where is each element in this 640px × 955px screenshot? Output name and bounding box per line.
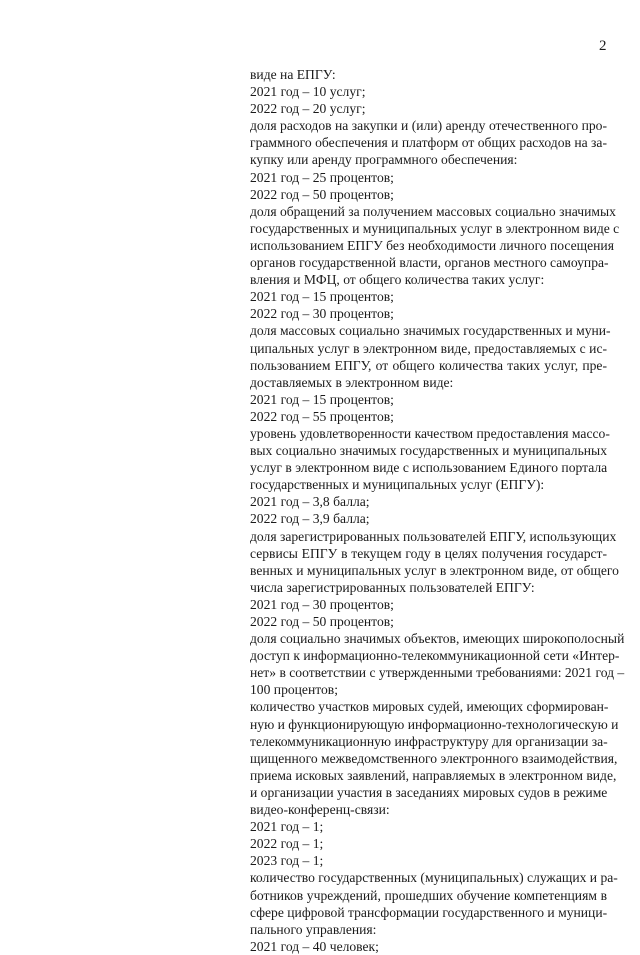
- text-line: уровень удовлетворенности качеством предоставления массо-: [250, 425, 610, 441]
- text-line: 100 процентов;: [250, 682, 338, 698]
- text-line: щищенного межведомственного электронного взаимодействия,: [250, 750, 618, 766]
- text-line: 2021 год – 25 процентов;: [250, 169, 394, 185]
- text-line: приема исковых заявлений, направляемых в электронном виде,: [250, 767, 617, 783]
- text-line: венных и муниципальных услуг в электронном виде, от общего: [250, 562, 619, 578]
- text-line: услуг в электронном виде с использованием Единого портала: [250, 460, 608, 476]
- text-line: 2022 год – 55 процентов;: [250, 408, 394, 424]
- text-line: 2022 год – 1;: [250, 836, 324, 852]
- text-line: виде на ЕПГУ:: [250, 67, 336, 82]
- text-line: сфере цифровой трансформации государственного и муници-: [250, 904, 608, 920]
- text-line: доля зарегистрированных пользователей ЕПГУ, использующих: [250, 528, 617, 544]
- text-line: купку или аренду программного обеспечения:: [250, 152, 518, 168]
- text-line: 2021 год – 15 процентов;: [250, 289, 394, 305]
- text-line: 2022 год – 50 процентов;: [250, 614, 394, 629]
- text-line: доля расходов на закупки и (или) аренду отечественного про-: [250, 118, 607, 134]
- text-line: числа зарегистрированных пользователей ЕПГУ:: [250, 579, 535, 595]
- text-line: органов государственной власти, органов местного самоупра-: [250, 255, 609, 271]
- text-line: граммного обеспечения и платформ от общих расходов на за-: [250, 135, 607, 151]
- text-line: 2021 год – 15 процентов;: [250, 391, 394, 407]
- text-line: использованием ЕПГУ без необходимости личного посещения: [250, 237, 614, 253]
- document-body: [250, 66, 625, 955]
- text-line: 2021 год – 3,8 балла;: [250, 494, 370, 510]
- text-line: доля обращений за получением массовых социально значимых: [250, 203, 616, 219]
- text-line: и организации участия в заседаниях мировых судов в режиме: [250, 784, 608, 800]
- text-line: количество участков мировых судей, имеющих сформирован-: [250, 699, 609, 715]
- text-line: ную и функционирующую информационно-технологическую и: [250, 716, 619, 732]
- text-line: 2022 год – 50 процентов;: [250, 186, 394, 202]
- page-number: 2: [599, 38, 607, 54]
- text-line: сервисы ЕПГУ в текущем году в целях получения государст-: [250, 545, 607, 561]
- text-line: государственных и муниципальных услуг в электронном виде с: [250, 220, 620, 236]
- text-line: пального управления:: [250, 921, 377, 937]
- text-line: нет» в соответствии с утвержденными требованиями: 2021 год –: [250, 665, 625, 681]
- text-line: ципальных услуг в электронном виде, предоставляемых с ис-: [250, 340, 607, 356]
- text-line: доставляемых в электронном виде:: [250, 374, 454, 390]
- text-line: 2021 год – 1;: [250, 819, 324, 835]
- text-line: 2022 год – 3,9 балла;: [250, 511, 370, 527]
- text-line: видео-конференц-связи:: [250, 802, 390, 818]
- text-line: вых социально значимых государственных и муниципальных: [250, 443, 607, 459]
- text-line: доля массовых социально значимых государственных и муни-: [250, 323, 611, 339]
- text-line: ботников учреждений, прошедших обучение компетенциям в: [250, 887, 607, 903]
- text-line: 2021 год – 30 процентов;: [250, 596, 394, 612]
- text-line: доступ к информационно-телекоммуникационной сети «Интер-: [250, 648, 620, 664]
- text-line: пользованием ЕПГУ, от общего количества таких услуг, пре-: [250, 357, 607, 373]
- text-line: количество государственных (муниципальных) служащих и ра-: [250, 870, 618, 886]
- text-line: 2021 год – 10 услуг;: [250, 84, 366, 100]
- text-line: государственных и муниципальных услуг (ЕПГУ):: [250, 477, 545, 493]
- text-line: 2022 год – 20 услуг;: [250, 101, 366, 117]
- text-line: вления и МФЦ, от общего количества таких услуг:: [250, 272, 545, 288]
- text-line: 2023 год – 1;: [250, 853, 324, 869]
- text-line: доля социально значимых объектов, имеющих широкополосный: [250, 631, 625, 647]
- text-line: телекоммуникационную инфраструктуру для организации за-: [250, 733, 608, 749]
- text-line: 2021 год – 40 человек;: [250, 938, 379, 954]
- text-line: 2022 год – 30 процентов;: [250, 306, 394, 322]
